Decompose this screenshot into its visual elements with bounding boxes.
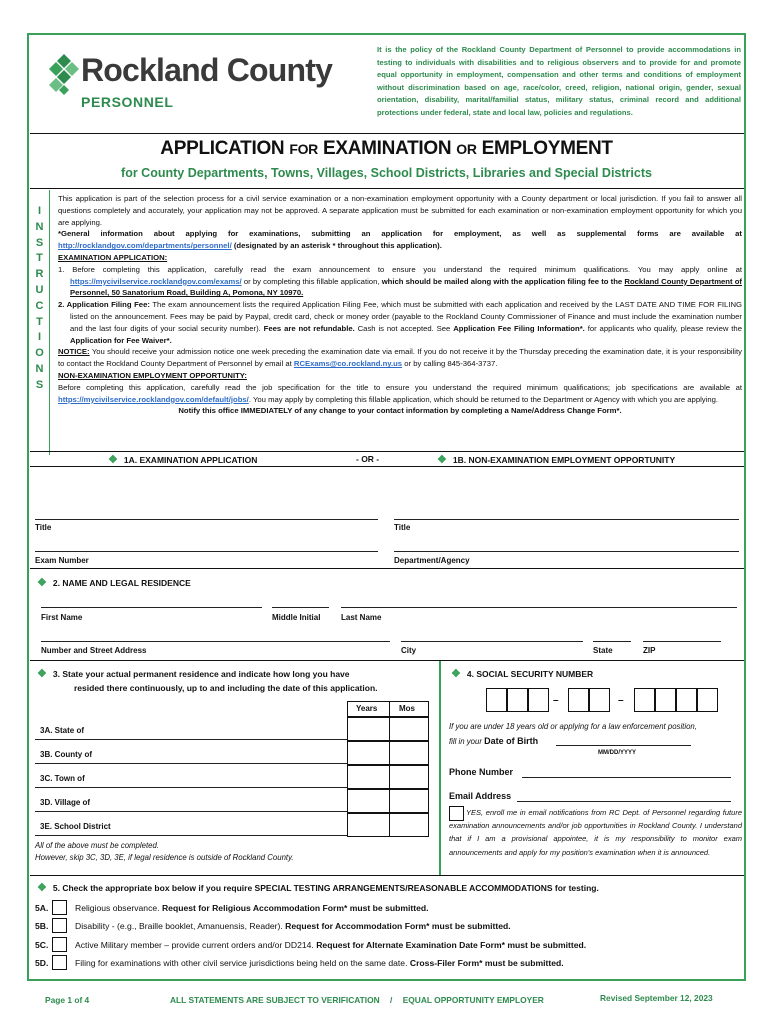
section-1a-label: 1A. EXAMINATION APPLICATION bbox=[123, 455, 258, 465]
title-a-field[interactable] bbox=[35, 519, 378, 520]
ssn-digit-box[interactable] bbox=[697, 688, 718, 712]
accommodation-text: Disability - (e.g., Braille booklet, Amanuensis, Reader). bbox=[75, 921, 283, 931]
section-4-heading bbox=[451, 667, 593, 680]
side-letter: N bbox=[35, 220, 44, 233]
accommodation-row bbox=[35, 958, 564, 968]
item1-text: 1. Before completing this application, carefully read the exam announcement to ensure you understand the required minimum qualifications. You may apply online at bbox=[58, 264, 742, 274]
jobs-link[interactable]: https://mycivilservice.rocklandgov.com/default/jobs/ bbox=[58, 394, 249, 404]
page-title bbox=[27, 138, 746, 160]
rockland-logo bbox=[47, 46, 347, 120]
state-label: State bbox=[593, 646, 613, 655]
diamond-bullet-icon: ❖ bbox=[37, 668, 47, 680]
accommodation-checkbox[interactable] bbox=[52, 955, 67, 970]
ssn-dash: – bbox=[553, 695, 559, 706]
revised-date: Revised September 12, 2023 bbox=[600, 993, 713, 1003]
ssn-digit-box[interactable] bbox=[568, 688, 589, 712]
accommodation-form: Request for Alternate Examination Date Form* must be submitted. bbox=[316, 940, 587, 950]
first-name-field[interactable] bbox=[41, 607, 262, 608]
residence-row-field[interactable] bbox=[35, 835, 347, 836]
residence-years-cell[interactable] bbox=[347, 741, 389, 765]
residence-row-field[interactable] bbox=[35, 787, 347, 788]
notify-body: Notify this office IMMEDIATELY of any change to your contact information by completing a bbox=[178, 406, 509, 416]
ssn-digit-box[interactable] bbox=[634, 688, 655, 712]
dob-field[interactable] bbox=[556, 745, 691, 746]
or-separator: - OR - bbox=[356, 454, 380, 464]
side-letter: C bbox=[35, 299, 44, 312]
side-letter: I bbox=[37, 331, 42, 344]
notify-text bbox=[58, 405, 742, 417]
first-name-label: First Name bbox=[41, 613, 83, 622]
section-3-label: resided there continuously, up to and including the date of this application. bbox=[74, 683, 378, 693]
title-b-label: Title bbox=[394, 523, 411, 532]
department-label: Department/Agency bbox=[394, 556, 470, 565]
mos-header bbox=[389, 701, 429, 717]
exams-email-link[interactable]: RCExams@co.rockland.ny.us bbox=[293, 359, 403, 369]
side-letter: S bbox=[35, 236, 44, 249]
title-a-label: Title bbox=[35, 523, 52, 532]
instructions-general bbox=[58, 228, 742, 252]
exams-link[interactable]: https://mycivilservice.rocklandgov.com/exams/ bbox=[70, 276, 242, 286]
accommodation-number: 5B. bbox=[35, 921, 49, 931]
notice-label: NOTICE: bbox=[58, 347, 90, 357]
nonexam-body: Before completing this application, carefully read the job specification for the title to ensure you understand the required minimum qualifications; job specifications are available at bbox=[58, 382, 742, 392]
title-word: EXAMINATION bbox=[322, 138, 452, 159]
side-letter: T bbox=[36, 252, 43, 265]
item2-text: The exam announcement lists the required Application Filing Fee, which must be submitted with each application and received by the LAST DATE AND TIME FOR FILING listed on the announcement. Fees may be paid by Paypal, credit card, check or money order (payable to the Rockland County Commissioner of Finance and must include the examination number and the last four digits of your social security number). bbox=[70, 300, 742, 333]
divider bbox=[30, 875, 744, 876]
item2-text: Application Fee Filing Information*. bbox=[453, 323, 585, 333]
diamond-bullet-icon: ❖ bbox=[108, 454, 118, 466]
item2-label: 2. Application Filing Fee: bbox=[58, 300, 150, 310]
accommodation-text: Active Military member – provide current orders and/or DD214. bbox=[75, 940, 314, 950]
title-word: EMPLOYMENT bbox=[481, 138, 613, 159]
diamond-bullet-icon: ❖ bbox=[437, 454, 447, 466]
diamond-bullet-icon: ❖ bbox=[451, 668, 461, 680]
dob-format: MM/DD/YYYY bbox=[598, 750, 637, 756]
exam-number-label: Exam Number bbox=[35, 556, 89, 565]
state-field[interactable] bbox=[593, 641, 631, 642]
department-field[interactable] bbox=[394, 551, 739, 552]
zip-label: ZIP bbox=[643, 646, 656, 655]
exam-heading: EXAMINATION APPLICATION: bbox=[58, 252, 168, 262]
email-label: Email Address bbox=[449, 791, 512, 801]
accommodation-checkbox[interactable] bbox=[52, 900, 67, 915]
side-letter: O bbox=[35, 347, 44, 360]
residence-months-cell[interactable] bbox=[389, 717, 429, 741]
item2-text: Cash is not accepted. See bbox=[357, 323, 451, 333]
diamond-bullet-icon: ❖ bbox=[37, 882, 47, 894]
residence-years-cell[interactable] bbox=[347, 789, 389, 813]
notice-text: You should receive your admission notice one week preceding the examination date via email. If you do not receive it by the Thursday preceding the examination date, it is your responsibility to contact the Rockland County Department of Personnel by email at bbox=[58, 347, 742, 369]
logo-name: Rockland County bbox=[81, 52, 333, 88]
divider bbox=[30, 451, 744, 452]
footer-text: EQUAL OPPORTUNITY EMPLOYER bbox=[402, 995, 544, 1005]
residence-row-label: 3D. Village of bbox=[40, 798, 91, 807]
title-b-field[interactable] bbox=[394, 519, 739, 520]
years-header bbox=[347, 701, 389, 717]
instructions bbox=[58, 193, 742, 417]
accommodation-number: 5C. bbox=[35, 940, 49, 950]
street-field[interactable] bbox=[41, 641, 390, 642]
residence-months-cell[interactable] bbox=[389, 789, 429, 813]
title-word: OR bbox=[456, 141, 477, 157]
dob-row bbox=[449, 736, 538, 746]
ssn-digit-box[interactable] bbox=[528, 688, 549, 712]
item1-text: or by completing this fillable application, bbox=[243, 276, 380, 286]
email-field[interactable] bbox=[517, 801, 731, 802]
accommodation-form: Cross-Filer Form* must be submitted. bbox=[409, 958, 564, 968]
residence-years-cell[interactable] bbox=[347, 765, 389, 789]
phone-label: Phone Number bbox=[449, 767, 514, 777]
ssn-digit-box[interactable] bbox=[589, 688, 610, 712]
side-letter: S bbox=[35, 378, 44, 391]
ssn-dash: – bbox=[618, 695, 624, 706]
accommodation-number: 5D. bbox=[35, 958, 49, 968]
years-label: Years bbox=[356, 704, 378, 713]
instructions-notice bbox=[58, 346, 742, 370]
nonexam-text bbox=[58, 382, 742, 406]
accommodation-text: Filing for examinations with other civil service jurisdictions being held on the same date. bbox=[75, 958, 408, 968]
logo-diamond-icon bbox=[49, 54, 79, 98]
divider bbox=[30, 568, 744, 569]
instructions-side-label bbox=[30, 190, 50, 455]
instruction-item-2 bbox=[58, 299, 742, 346]
street-label: Number and Street Address bbox=[41, 646, 147, 655]
notice-text: or by calling 845-364-3737. bbox=[404, 359, 498, 369]
section-2-label: 2. NAME AND LEGAL RESIDENCE bbox=[52, 578, 191, 588]
residence-row-label: 3C. Town of bbox=[40, 774, 85, 783]
personnel-link[interactable]: http://rocklandgov.com/departments/personnel/ bbox=[58, 241, 232, 251]
zip-field[interactable] bbox=[643, 641, 721, 642]
accommodation-number: 5A. bbox=[35, 903, 49, 913]
exam-number-field[interactable] bbox=[35, 551, 378, 552]
residence-note bbox=[35, 840, 294, 864]
section-1b-heading bbox=[437, 453, 675, 466]
residence-months-cell[interactable] bbox=[389, 813, 429, 837]
divider bbox=[30, 133, 744, 134]
residence-years-cell[interactable] bbox=[347, 813, 389, 837]
ssn-digit-box[interactable] bbox=[486, 688, 507, 712]
accommodation-text: Religious observance. bbox=[75, 903, 160, 913]
section-4-label: 4. SOCIAL SECURITY NUMBER bbox=[466, 669, 594, 679]
side-letter: R bbox=[35, 268, 44, 281]
residence-months-cell[interactable] bbox=[389, 765, 429, 789]
middle-initial-label: Middle Initial bbox=[272, 613, 321, 622]
general-text: (designated by an asterisk * throughout this application). bbox=[233, 241, 442, 251]
divider bbox=[30, 660, 744, 661]
policy-statement: It is the policy of the Rockland County Department of Personnel to provide accommodations in testing to individuals with disabilities and to religious observers and to provide for and promote equal opportunity in employment, compensation and other terms and conditions of employment without discrimination based on age, race/color, creed, religion, national origin, gender, sexual orientation, disability, marital/familial status, military status, criminal record and additional protections under federal, state and local law, policies and regulations. bbox=[377, 45, 741, 117]
footer-slash: / bbox=[390, 995, 393, 1005]
middle-initial-field[interactable] bbox=[272, 607, 329, 608]
side-letter: T bbox=[36, 315, 43, 328]
instructions-intro: This application is part of the selection process for a civil service examination or a non-examination employment opportunity with a County department or local jurisdiction. If you fail to answer all questions completely and accurately, your application may not be approved. A separate application must be submitted for each examination or non-examination employment opportunity for which you are applying. bbox=[58, 194, 742, 227]
section-3-label: 3. State your actual permanent residence and indicate how long you have bbox=[52, 669, 350, 679]
residence-row-field[interactable] bbox=[35, 739, 347, 740]
mos-label: Mos bbox=[399, 704, 415, 713]
residence-row-label: 3B. County of bbox=[40, 750, 92, 759]
section-2-heading bbox=[37, 576, 191, 589]
accommodation-form: Request for Religious Accommodation Form* must be submitted. bbox=[161, 903, 429, 913]
email-optin-text: YES, enroll me in email notifications from RC Dept. of Personnel regarding future examination announcements and/or job opportunities in Rockland County. I understand that if I am a provisional appointee, it is my responsibility to monitor exam announcements and apply for my position's examination when it is announced. bbox=[449, 808, 742, 857]
note-line: However, skip 3C, 3D, 3E, if legal residence is outside of Rockland County. bbox=[35, 853, 294, 862]
residence-years-cell[interactable] bbox=[347, 717, 389, 741]
under18-note: If you are under 18 years old or applying for a law enforcement position, bbox=[449, 722, 697, 731]
ssn-digit-box[interactable] bbox=[655, 688, 676, 712]
side-letter: N bbox=[35, 362, 44, 375]
verification-statement bbox=[170, 995, 544, 1005]
section-5-heading bbox=[37, 881, 599, 894]
residence-row-label: 3A. State of bbox=[40, 726, 85, 735]
city-field[interactable] bbox=[401, 641, 583, 642]
side-letter: U bbox=[35, 283, 44, 296]
accommodation-row bbox=[35, 940, 586, 950]
notify-body: Name/Address Change Form*. bbox=[510, 406, 622, 416]
divider bbox=[30, 466, 744, 467]
section-1b-label: 1B. NON-EXAMINATION EMPLOYMENT OPPORTUNITY bbox=[452, 455, 676, 465]
page-subtitle: for County Departments, Towns, Villages, School Districts, Libraries and Special Districts bbox=[121, 166, 652, 180]
note-line: All of the above must be completed. bbox=[35, 841, 159, 850]
dob-prefix: fill in your bbox=[449, 737, 482, 746]
item1-text: which should be mailed along with the application filing fee to the bbox=[381, 276, 623, 286]
city-label: City bbox=[401, 646, 417, 655]
last-name-field[interactable] bbox=[341, 607, 737, 608]
nonexam-body: . You may apply by completing this fillable application, which should be returned to the Department or Agency with which you are applying. bbox=[248, 394, 719, 404]
residence-row-label: 3E. School District bbox=[40, 822, 111, 831]
instruction-item-1 bbox=[58, 264, 742, 299]
item1-address: Rockland County Department of Personnel, 50 Sanatorium Road, Building A, Pomona, NY 10970. bbox=[70, 276, 742, 298]
last-name-label: Last Name bbox=[341, 613, 382, 622]
title-word: APPLICATION bbox=[160, 138, 285, 159]
accommodation-row bbox=[35, 921, 511, 931]
residence-months-cell[interactable] bbox=[389, 741, 429, 765]
footer-text: ALL STATEMENTS ARE SUBJECT TO VERIFICATION bbox=[170, 995, 380, 1005]
column-divider bbox=[439, 661, 441, 875]
section-5-label: 5. Check the appropriate box below if you require SPECIAL TESTING ARRANGEMENTS/REASONABLE ACCOMMODATIONS for testing. bbox=[52, 883, 599, 893]
diamond-bullet-icon: ❖ bbox=[37, 577, 47, 589]
logo-sub: PERSONNEL bbox=[81, 94, 174, 110]
dob-label: Date of Birth bbox=[484, 736, 539, 746]
page-number: Page 1 of 4 bbox=[45, 995, 90, 1005]
title-word: FOR bbox=[289, 141, 318, 157]
accommodation-row bbox=[35, 903, 429, 913]
nonexam-heading: NON-EXAMINATION EMPLOYMENT OPPORTUNITY: bbox=[58, 370, 247, 380]
section-3-heading bbox=[37, 667, 378, 695]
residence-row-field[interactable] bbox=[35, 763, 347, 764]
phone-field[interactable] bbox=[522, 777, 731, 778]
divider bbox=[30, 188, 744, 189]
ssn-digit-box[interactable] bbox=[507, 688, 528, 712]
accommodation-checkbox[interactable] bbox=[52, 918, 67, 933]
item2-text: Application for Fee Waiver*. bbox=[70, 335, 172, 345]
ssn-digit-box[interactable] bbox=[676, 688, 697, 712]
side-letter: I bbox=[37, 205, 42, 217]
section-1a-heading bbox=[108, 453, 257, 466]
item2-text: Fees are not refundable. bbox=[263, 323, 355, 333]
accommodation-form: Request for Accommodation Form* must be submitted. bbox=[285, 921, 511, 931]
residence-row-field[interactable] bbox=[35, 811, 347, 812]
general-text: *General information about applying for examinations, submitting an application for employment, as well as supplemental forms are available at bbox=[58, 229, 742, 239]
item2-text: for applicants who qualify, please review the bbox=[587, 323, 742, 333]
accommodation-checkbox[interactable] bbox=[52, 937, 67, 952]
